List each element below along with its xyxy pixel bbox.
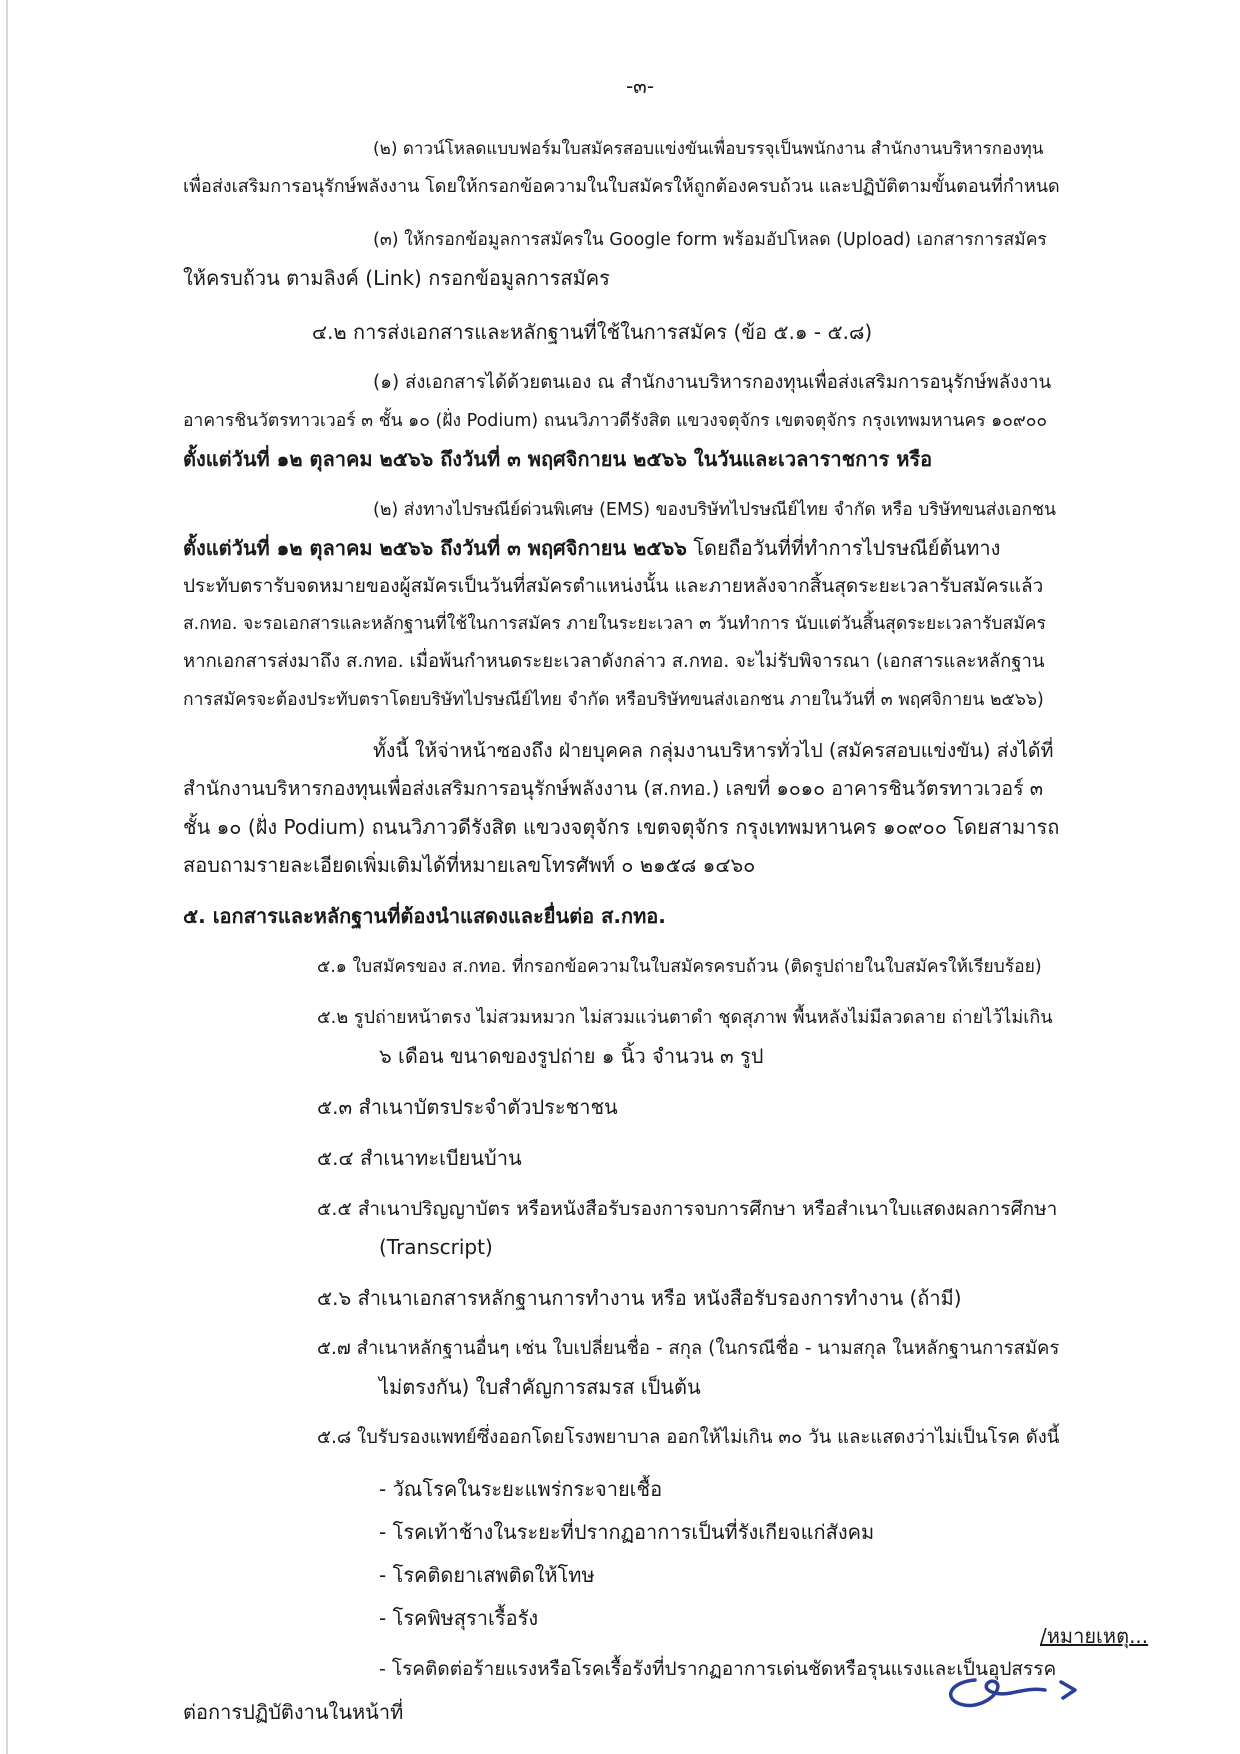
paragraph-line: ให้ครบถ้วน ตามลิงค์ (Link) กรอกข้อมูลการสมัคร [183, 266, 610, 290]
section-heading: ๔.๒ การส่งเอกสารและหลักฐานที่ใช้ในการสมัคร (ข้อ ๕.๑ - ๕.๘) [312, 320, 873, 344]
paragraph-line: หากเอกสารส่งมาถึง ส.กทอ. เมื่อพ้นกำหนดระยะเวลาดังกล่าว ส.กทอ. จะไม่รับพิจารณา (เอกสารและหลักฐาน [183, 651, 1045, 672]
paragraph-line: (๑) ส่งเอกสารได้ด้วยตนเอง ณ สำนักงานบริหารกองทุนเพื่อส่งเสริมการอนุรักษ์พลังงาน [373, 372, 1052, 393]
paragraph-line: ทั้งนี้ ให้จ่าหน้าซองถึง ฝ่ายบุคคล กลุ่มงานบริหารทั่วไป (สมัครสอบแข่งขัน) ส่งได้ที่ [373, 739, 1054, 762]
paragraph-line: (๒) ดาวน์โหลดแบบฟอร์มใบสมัครสอบแข่งขันเพื่อบรรจุเป็นพนักงาน สำนักงานบริหารกองทุน [373, 139, 1044, 159]
paragraph-line: ประทับตรารับจดหมายของผู้สมัครเป็นวันที่สมัครตำแหน่งนั้น และภายหลังจากสิ้นสุดระยะเวลารับสมัครแล้ว [183, 575, 1044, 597]
date-range-bold: ตั้งแต่วันที่ ๑๒ ตุลาคม ๒๕๖๖ ถึงวันที่ ๓ พฤศจิกายน ๒๕๖๖ [183, 536, 687, 560]
paragraph-line: ชั้น ๑๐ (ฝั่ง Podium) ถนนวิภาวดีรังสิต แขวงจตุจักร เขตจตุจักร กรุงเทพมหานคร ๑๐๙๐๐ โดยสามารถ [183, 815, 1060, 839]
paragraph-line: ส.กทอ. จะรอเอกสารและหลักฐานที่ใช้ในการสมัคร ภายในระยะเวลา ๓ วันทำการ นับแต่วันสิ้นสุดระยะเวลารับสมัคร [183, 614, 1046, 634]
list-item-continuation: ไม่ตรงกัน) ใบสำคัญการสมรส เป็นต้น [379, 1375, 701, 1399]
paragraph-line [183, 534, 1000, 562]
disease-item: - วัณโรคในระยะแพร่กระจายเชื้อ [379, 1477, 663, 1501]
footer-note-text: /หมายเหตุ [1040, 1624, 1130, 1648]
paragraph-line: สอบถามรายละเอียดเพิ่มเติมได้ที่หมายเลขโทรศัพท์ ๐ ๒๑๕๘ ๑๔๖๐ [183, 853, 756, 877]
paragraph-line: สำนักงานบริหารกองทุนเพื่อส่งเสริมการอนุรักษ์พลังงาน (ส.กทอ.) เลขที่ ๑๐๑๐ อาคารชินวัตรทาวเวอร์ ๓ [183, 777, 1044, 800]
footer-note-dots: ... [1129, 1624, 1149, 1648]
page-number: -๓- [625, 74, 655, 98]
disease-item-continuation: ต่อการปฏิบัติงานในหน้าที่ [183, 1700, 404, 1724]
paragraph-text: โดยถือวันที่ที่ทำการไปรษณีย์ต้นทาง [686, 536, 1001, 560]
scan-edge [6, 0, 8, 1754]
paragraph-line: เพื่อส่งเสริมการอนุรักษ์พลังงาน โดยให้กรอกข้อความในใบสมัครให้ถูกต้องครบถ้วน และปฏิบัติตามขั้นตอนที่กำหนด [183, 176, 1060, 197]
disease-item: - โรคพิษสุราเรื้อรัง [379, 1606, 539, 1630]
list-item: ๕.๕ สำเนาปริญญาบัตร หรือหนังสือรับรองการจบการศึกษา หรือสำเนาใบแสดงผลการศึกษา [317, 1198, 1058, 1220]
section-heading-5: ๕. เอกสารและหลักฐานที่ต้องนำแสดงและยื่นต่อ ส.กทอ. [183, 904, 666, 928]
list-item-continuation: ๖ เดือน ขนาดของรูปถ่าย ๑ นิ้ว จำนวน ๓ รูป [379, 1044, 764, 1068]
list-item: ๕.๒ รูปถ่ายหน้าตรง ไม่สวมหมวก ไม่สวมแว่นตาดำ ชุดสุภาพ พื้นหลังไม่มีลวดลาย ถ่ายไว้ไม่เกิน [317, 1007, 1053, 1028]
paragraph-line: อาคารชินวัตรทาวเวอร์ ๓ ชั้น ๑๐ (ฝั่ง Podium) ถนนวิภาวดีรังสิต แขวงจตุจักร เขตจตุจักร กรุงเทพมหานคร ๑๐๙๐๐ [183, 411, 1048, 431]
list-item: ๕.๖ สำเนาเอกสารหลักฐานการทำงาน หรือ หนังสือรับรองการทำงาน (ถ้ามี) [317, 1286, 962, 1310]
list-item: ๕.๑ ใบสมัครของ ส.กทอ. ที่กรอกข้อความในใบสมัครครบถ้วน (ติดรูปถ่ายในใบสมัครให้เรียบร้อย) [317, 957, 1042, 977]
list-item-continuation: (Transcript) [379, 1235, 493, 1259]
disease-item: - โรคติดยาเสพติดให้โทษ [379, 1563, 595, 1587]
disease-item: - โรคติดต่อร้ายแรงหรือโรคเรื้อรังที่ปรากฏอาการเด่นชัดหรือรุนแรงและเป็นอุปสรรค [379, 1658, 1057, 1680]
signature-mark-icon [935, 1660, 1085, 1720]
paragraph-line-bold: ตั้งแต่วันที่ ๑๒ ตุลาคม ๒๕๖๖ ถึงวันที่ ๓ พฤศจิกายน ๒๕๖๖ ในวันและเวลาราชการ หรือ [183, 447, 933, 471]
list-item: ๕.๘ ใบรับรองแพทย์ซึ่งออกโดยโรงพยาบาล ออกให้ไม่เกิน ๓๐ วัน และแสดงว่าไม่เป็นโรค ดังนี้ [317, 1427, 1060, 1448]
disease-item: - โรคเท้าช้างในระยะที่ปรากฏอาการเป็นที่รังเกียจแก่สังคม [379, 1520, 875, 1544]
paragraph-line: (๓) ให้กรอกข้อมูลการสมัครใน Google form พร้อมอัปโหลด (Upload) เอกสารการสมัคร [373, 230, 1047, 250]
footer-note [1040, 1620, 1148, 1652]
paragraph-line: การสมัครจะต้องประทับตราโดยบริษัทไปรษณีย์ไทย จำกัด หรือบริษัทขนส่งเอกชน ภายในวันที่ ๓ พฤศจิกายน ๒๕๖๖) [183, 690, 1044, 710]
paragraph-line: (๒) ส่งทางไปรษณีย์ด่วนพิเศษ (EMS) ของบริษัทไปรษณีย์ไทย จำกัด หรือ บริษัทขนส่งเอกชน [373, 500, 1056, 520]
list-item: ๕.๗ สำเนาหลักฐานอื่นๆ เช่น ใบเปลี่ยนชื่อ - สกุล (ในกรณีชื่อ - นามสกุล ในหลักฐานการสมัคร [317, 1338, 1060, 1359]
list-item: ๕.๓ สำเนาบัตรประจำตัวประชาชน [317, 1095, 618, 1119]
list-item: ๕.๔ สำเนาทะเบียนบ้าน [317, 1146, 522, 1170]
